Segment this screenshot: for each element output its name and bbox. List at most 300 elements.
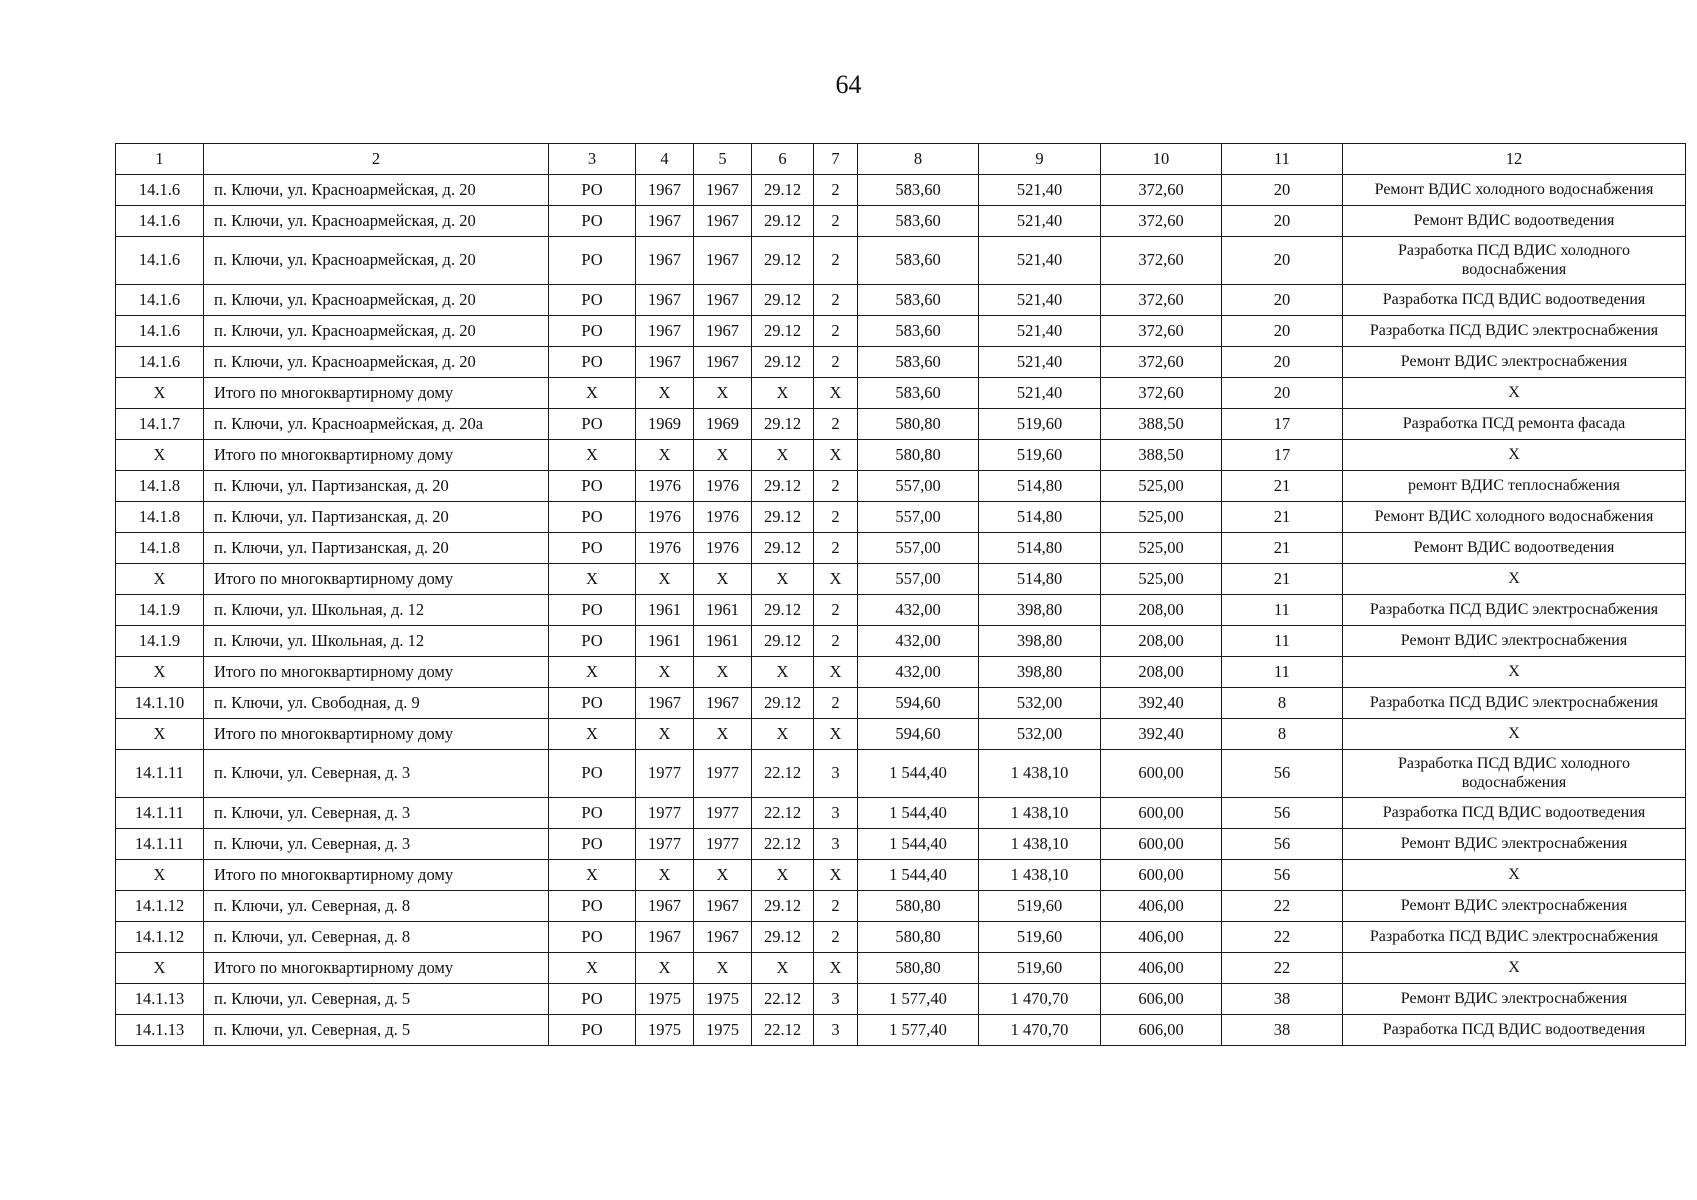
address-cell: п. Ключи, ул. Северная, д. 8: [204, 922, 549, 953]
commissioning-year-cell: 1975: [694, 984, 752, 1015]
living-area-cell: 514,80: [979, 471, 1101, 502]
common-area-cell: 372,60: [1101, 285, 1222, 316]
total-area-cell: 1 544,40: [858, 860, 979, 891]
header-row: [116, 144, 1686, 175]
address-cell: Итого по многоквартирному дому: [204, 953, 549, 984]
living-area-cell: 521,40: [979, 347, 1101, 378]
floors-cell: 2: [814, 471, 858, 502]
address-cell: Итого по многоквартирному дому: [204, 378, 549, 409]
construction-year-cell: 1967: [636, 922, 694, 953]
column-header: 1: [116, 144, 204, 175]
row-number-cell: 14.1.6: [116, 316, 204, 347]
subtotal-row: [116, 378, 1686, 409]
total-area-cell: 432,00: [858, 595, 979, 626]
construction-year-cell: Х: [636, 378, 694, 409]
commissioning-year-cell: 1967: [694, 237, 752, 285]
total-area-cell: 583,60: [858, 206, 979, 237]
residents-cell: 11: [1222, 626, 1343, 657]
column-header: 10: [1101, 144, 1222, 175]
total-area-cell: 1 544,40: [858, 829, 979, 860]
floors-cell: 2: [814, 688, 858, 719]
subtotal-row: [116, 564, 1686, 595]
common-area-cell: 208,00: [1101, 626, 1222, 657]
living-area-cell: 1 438,10: [979, 860, 1101, 891]
work-type-cell: Х: [1343, 657, 1686, 688]
owner-type-cell: РО: [549, 347, 636, 378]
floors-cell: 2: [814, 409, 858, 440]
residents-cell: 11: [1222, 595, 1343, 626]
work-type-cell: Ремонт ВДИС электроснабжения: [1343, 829, 1686, 860]
commissioning-year-cell: Х: [694, 719, 752, 750]
living-area-cell: 514,80: [979, 564, 1101, 595]
work-type-cell: Х: [1343, 378, 1686, 409]
address-cell: п. Ключи, ул. Северная, д. 5: [204, 984, 549, 1015]
table-row: [116, 688, 1686, 719]
residents-cell: 22: [1222, 891, 1343, 922]
table-row: [116, 502, 1686, 533]
common-area-cell: 525,00: [1101, 533, 1222, 564]
commissioning-year-cell: Х: [694, 860, 752, 891]
residents-cell: 20: [1222, 347, 1343, 378]
row-number-cell: Х: [116, 953, 204, 984]
wall-material-cell: Х: [752, 564, 814, 595]
floors-cell: 2: [814, 626, 858, 657]
common-area-cell: 406,00: [1101, 922, 1222, 953]
construction-year-cell: 1976: [636, 471, 694, 502]
table-row: [116, 595, 1686, 626]
work-type-cell: Разработка ПСД ВДИС водоотведения: [1343, 1015, 1686, 1046]
common-area-cell: 600,00: [1101, 750, 1222, 798]
work-type-cell: Разработка ПСД ВДИС электроснабжения: [1343, 688, 1686, 719]
living-area-cell: 1 470,70: [979, 1015, 1101, 1046]
row-number-cell: Х: [116, 378, 204, 409]
residents-cell: 11: [1222, 657, 1343, 688]
total-area-cell: 557,00: [858, 533, 979, 564]
row-number-cell: 14.1.8: [116, 471, 204, 502]
commissioning-year-cell: 1967: [694, 175, 752, 206]
row-number-cell: 14.1.7: [116, 409, 204, 440]
residents-cell: 22: [1222, 922, 1343, 953]
row-number-cell: 14.1.12: [116, 891, 204, 922]
work-type-cell: Х: [1343, 564, 1686, 595]
table-row: [116, 750, 1686, 798]
table-row: [116, 206, 1686, 237]
living-area-cell: 1 438,10: [979, 829, 1101, 860]
commissioning-year-cell: Х: [694, 657, 752, 688]
wall-material-cell: Х: [752, 719, 814, 750]
row-number-cell: 14.1.6: [116, 347, 204, 378]
residents-cell: 17: [1222, 409, 1343, 440]
commissioning-year-cell: 1967: [694, 285, 752, 316]
row-number-cell: Х: [116, 657, 204, 688]
total-area-cell: 583,60: [858, 237, 979, 285]
wall-material-cell: 29.12: [752, 409, 814, 440]
construction-year-cell: 1967: [636, 237, 694, 285]
work-type-cell: Ремонт ВДИС электроснабжения: [1343, 984, 1686, 1015]
column-header: 9: [979, 144, 1101, 175]
common-area-cell: 600,00: [1101, 860, 1222, 891]
owner-type-cell: РО: [549, 285, 636, 316]
owner-type-cell: РО: [549, 798, 636, 829]
work-type-cell: Разработка ПСД ремонта фасада: [1343, 409, 1686, 440]
living-area-cell: 521,40: [979, 285, 1101, 316]
common-area-cell: 372,60: [1101, 378, 1222, 409]
total-area-cell: 580,80: [858, 922, 979, 953]
living-area-cell: 521,40: [979, 316, 1101, 347]
table-row: [116, 409, 1686, 440]
construction-year-cell: 1976: [636, 502, 694, 533]
residents-cell: 20: [1222, 285, 1343, 316]
column-header: 3: [549, 144, 636, 175]
commissioning-year-cell: 1976: [694, 471, 752, 502]
floors-cell: Х: [814, 860, 858, 891]
construction-year-cell: 1967: [636, 175, 694, 206]
total-area-cell: 557,00: [858, 564, 979, 595]
common-area-cell: 372,60: [1101, 347, 1222, 378]
table-row: [116, 471, 1686, 502]
commissioning-year-cell: 1967: [694, 688, 752, 719]
address-cell: п. Ключи, ул. Красноармейская, д. 20: [204, 316, 549, 347]
construction-year-cell: 1977: [636, 798, 694, 829]
living-area-cell: 398,80: [979, 595, 1101, 626]
construction-year-cell: 1976: [636, 533, 694, 564]
table-row: [116, 285, 1686, 316]
common-area-cell: 208,00: [1101, 657, 1222, 688]
total-area-cell: 594,60: [858, 719, 979, 750]
construction-year-cell: Х: [636, 440, 694, 471]
column-header: 4: [636, 144, 694, 175]
common-area-cell: 208,00: [1101, 595, 1222, 626]
wall-material-cell: Х: [752, 657, 814, 688]
row-number-cell: 14.1.9: [116, 626, 204, 657]
column-header: 6: [752, 144, 814, 175]
total-area-cell: 580,80: [858, 409, 979, 440]
floors-cell: 3: [814, 750, 858, 798]
page-number: 64: [835, 70, 862, 99]
wall-material-cell: Х: [752, 860, 814, 891]
construction-year-cell: 1967: [636, 688, 694, 719]
wall-material-cell: 29.12: [752, 206, 814, 237]
commissioning-year-cell: 1977: [694, 750, 752, 798]
owner-type-cell: РО: [549, 750, 636, 798]
living-area-cell: 1 438,10: [979, 798, 1101, 829]
living-area-cell: 1 470,70: [979, 984, 1101, 1015]
residents-cell: 8: [1222, 719, 1343, 750]
construction-year-cell: 1967: [636, 316, 694, 347]
floors-cell: Х: [814, 719, 858, 750]
address-cell: Итого по многоквартирному дому: [204, 719, 549, 750]
wall-material-cell: 29.12: [752, 891, 814, 922]
column-header: 11: [1222, 144, 1343, 175]
row-number-cell: Х: [116, 564, 204, 595]
total-area-cell: 432,00: [858, 657, 979, 688]
residents-cell: 56: [1222, 860, 1343, 891]
owner-type-cell: РО: [549, 409, 636, 440]
row-number-cell: 14.1.8: [116, 502, 204, 533]
address-cell: п. Ключи, ул. Красноармейская, д. 20: [204, 237, 549, 285]
subtotal-row: [116, 860, 1686, 891]
total-area-cell: 580,80: [858, 953, 979, 984]
residents-cell: 20: [1222, 175, 1343, 206]
total-area-cell: 1 577,40: [858, 984, 979, 1015]
common-area-cell: 525,00: [1101, 471, 1222, 502]
floors-cell: 2: [814, 206, 858, 237]
commissioning-year-cell: 1967: [694, 206, 752, 237]
total-area-cell: 583,60: [858, 285, 979, 316]
address-cell: п. Ключи, ул. Северная, д. 3: [204, 750, 549, 798]
total-area-cell: 583,60: [858, 347, 979, 378]
address-cell: Итого по многоквартирному дому: [204, 860, 549, 891]
living-area-cell: 519,60: [979, 440, 1101, 471]
floors-cell: Х: [814, 564, 858, 595]
wall-material-cell: 29.12: [752, 471, 814, 502]
residents-cell: 56: [1222, 750, 1343, 798]
column-header: 7: [814, 144, 858, 175]
wall-material-cell: 22.12: [752, 798, 814, 829]
column-header: 12: [1343, 144, 1686, 175]
row-number-cell: 14.1.13: [116, 984, 204, 1015]
common-area-cell: 392,40: [1101, 719, 1222, 750]
work-type-cell: ремонт ВДИС теплоснабжения: [1343, 471, 1686, 502]
commissioning-year-cell: Х: [694, 564, 752, 595]
residents-cell: 8: [1222, 688, 1343, 719]
owner-type-cell: Х: [549, 378, 636, 409]
owner-type-cell: РО: [549, 175, 636, 206]
total-area-cell: 580,80: [858, 440, 979, 471]
floors-cell: Х: [814, 953, 858, 984]
wall-material-cell: 29.12: [752, 688, 814, 719]
table-row: [116, 175, 1686, 206]
row-number-cell: 14.1.8: [116, 533, 204, 564]
table-row: [116, 891, 1686, 922]
table-row: [116, 533, 1686, 564]
owner-type-cell: Х: [549, 953, 636, 984]
residents-cell: 21: [1222, 564, 1343, 595]
floors-cell: 2: [814, 595, 858, 626]
wall-material-cell: 22.12: [752, 750, 814, 798]
owner-type-cell: Х: [549, 719, 636, 750]
owner-type-cell: Х: [549, 564, 636, 595]
residents-cell: 20: [1222, 206, 1343, 237]
commissioning-year-cell: Х: [694, 953, 752, 984]
address-cell: п. Ключи, ул. Школьная, д. 12: [204, 595, 549, 626]
commissioning-year-cell: 1961: [694, 595, 752, 626]
address-cell: п. Ключи, ул. Северная, д. 3: [204, 829, 549, 860]
wall-material-cell: 29.12: [752, 237, 814, 285]
wall-material-cell: Х: [752, 378, 814, 409]
total-area-cell: 594,60: [858, 688, 979, 719]
wall-material-cell: 29.12: [752, 502, 814, 533]
work-type-cell: Разработка ПСД ВДИС холодного водоснабжения: [1343, 750, 1686, 798]
commissioning-year-cell: 1977: [694, 829, 752, 860]
residents-cell: 20: [1222, 378, 1343, 409]
common-area-cell: 372,60: [1101, 237, 1222, 285]
owner-type-cell: РО: [549, 533, 636, 564]
row-number-cell: 14.1.11: [116, 798, 204, 829]
owner-type-cell: РО: [549, 502, 636, 533]
address-cell: п. Ключи, ул. Партизанская, д. 20: [204, 502, 549, 533]
address-cell: Итого по многоквартирному дому: [204, 440, 549, 471]
floors-cell: 2: [814, 237, 858, 285]
common-area-cell: 388,50: [1101, 440, 1222, 471]
total-area-cell: 557,00: [858, 471, 979, 502]
table-row: [116, 626, 1686, 657]
commissioning-year-cell: 1967: [694, 347, 752, 378]
commissioning-year-cell: 1975: [694, 1015, 752, 1046]
owner-type-cell: Х: [549, 440, 636, 471]
address-cell: Итого по многоквартирному дому: [204, 564, 549, 595]
table-row: [116, 316, 1686, 347]
owner-type-cell: РО: [549, 984, 636, 1015]
row-number-cell: 14.1.6: [116, 285, 204, 316]
work-type-cell: Разработка ПСД ВДИС электроснабжения: [1343, 922, 1686, 953]
column-header: 2: [204, 144, 549, 175]
owner-type-cell: РО: [549, 237, 636, 285]
wall-material-cell: 29.12: [752, 285, 814, 316]
living-area-cell: 514,80: [979, 533, 1101, 564]
wall-material-cell: Х: [752, 953, 814, 984]
commissioning-year-cell: 1976: [694, 502, 752, 533]
living-area-cell: 532,00: [979, 688, 1101, 719]
subtotal-row: [116, 953, 1686, 984]
subtotal-row: [116, 719, 1686, 750]
owner-type-cell: РО: [549, 626, 636, 657]
row-number-cell: 14.1.12: [116, 922, 204, 953]
common-area-cell: 406,00: [1101, 953, 1222, 984]
owner-type-cell: РО: [549, 316, 636, 347]
construction-year-cell: Х: [636, 860, 694, 891]
row-number-cell: 14.1.6: [116, 237, 204, 285]
wall-material-cell: 29.12: [752, 347, 814, 378]
construction-year-cell: Х: [636, 953, 694, 984]
wall-material-cell: 22.12: [752, 984, 814, 1015]
row-number-cell: Х: [116, 860, 204, 891]
table-header: [116, 144, 1686, 175]
floors-cell: 2: [814, 347, 858, 378]
living-area-cell: 519,60: [979, 409, 1101, 440]
work-type-cell: Ремонт ВДИС электроснабжения: [1343, 626, 1686, 657]
row-number-cell: 14.1.13: [116, 1015, 204, 1046]
construction-year-cell: 1967: [636, 206, 694, 237]
living-area-cell: 519,60: [979, 953, 1101, 984]
floors-cell: 2: [814, 922, 858, 953]
table-row: [116, 798, 1686, 829]
common-area-cell: 388,50: [1101, 409, 1222, 440]
living-area-cell: 1 438,10: [979, 750, 1101, 798]
construction-year-cell: 1967: [636, 285, 694, 316]
common-area-cell: 600,00: [1101, 829, 1222, 860]
construction-year-cell: 1977: [636, 750, 694, 798]
address-cell: п. Ключи, ул. Свободная, д. 9: [204, 688, 549, 719]
owner-type-cell: Х: [549, 657, 636, 688]
wall-material-cell: 29.12: [752, 595, 814, 626]
residents-cell: 56: [1222, 829, 1343, 860]
floors-cell: 2: [814, 175, 858, 206]
total-area-cell: 1 544,40: [858, 798, 979, 829]
wall-material-cell: 22.12: [752, 829, 814, 860]
living-area-cell: 398,80: [979, 626, 1101, 657]
work-type-cell: Разработка ПСД ВДИС водоотведения: [1343, 798, 1686, 829]
commissioning-year-cell: 1967: [694, 891, 752, 922]
owner-type-cell: РО: [549, 829, 636, 860]
common-area-cell: 525,00: [1101, 502, 1222, 533]
work-type-cell: Разработка ПСД ВДИС холодного водоснабжения: [1343, 237, 1686, 285]
living-area-cell: 532,00: [979, 719, 1101, 750]
address-cell: п. Ключи, ул. Северная, д. 5: [204, 1015, 549, 1046]
floors-cell: Х: [814, 378, 858, 409]
wall-material-cell: 29.12: [752, 626, 814, 657]
common-area-cell: 606,00: [1101, 1015, 1222, 1046]
construction-year-cell: Х: [636, 657, 694, 688]
living-area-cell: 519,60: [979, 922, 1101, 953]
row-number-cell: 14.1.6: [116, 206, 204, 237]
construction-year-cell: Х: [636, 719, 694, 750]
table-body: [116, 175, 1686, 1046]
work-type-cell: Разработка ПСД ВДИС водоотведения: [1343, 285, 1686, 316]
wall-material-cell: 29.12: [752, 316, 814, 347]
residents-cell: 21: [1222, 533, 1343, 564]
address-cell: п. Ключи, ул. Партизанская, д. 20: [204, 533, 549, 564]
residents-cell: 20: [1222, 316, 1343, 347]
commissioning-year-cell: 1977: [694, 798, 752, 829]
work-type-cell: Ремонт ВДИС холодного водоснабжения: [1343, 502, 1686, 533]
living-area-cell: 521,40: [979, 175, 1101, 206]
floors-cell: 3: [814, 1015, 858, 1046]
work-type-cell: Разработка ПСД ВДИС электроснабжения: [1343, 595, 1686, 626]
address-cell: п. Ключи, ул. Школьная, д. 12: [204, 626, 549, 657]
total-area-cell: 1 577,40: [858, 1015, 979, 1046]
owner-type-cell: РО: [549, 1015, 636, 1046]
owner-type-cell: Х: [549, 860, 636, 891]
common-area-cell: 372,60: [1101, 316, 1222, 347]
row-number-cell: 14.1.6: [116, 175, 204, 206]
construction-year-cell: 1977: [636, 829, 694, 860]
work-type-cell: Ремонт ВДИС водоотведения: [1343, 206, 1686, 237]
floors-cell: 3: [814, 829, 858, 860]
commissioning-year-cell: Х: [694, 378, 752, 409]
address-cell: п. Ключи, ул. Красноармейская, д. 20: [204, 285, 549, 316]
floors-cell: 2: [814, 533, 858, 564]
living-area-cell: 521,40: [979, 206, 1101, 237]
total-area-cell: 583,60: [858, 175, 979, 206]
total-area-cell: 432,00: [858, 626, 979, 657]
wall-material-cell: 29.12: [752, 175, 814, 206]
address-cell: п. Ключи, ул. Северная, д. 8: [204, 891, 549, 922]
address-cell: п. Ключи, ул. Красноармейская, д. 20: [204, 347, 549, 378]
row-number-cell: 14.1.9: [116, 595, 204, 626]
residents-cell: 22: [1222, 953, 1343, 984]
floors-cell: 3: [814, 984, 858, 1015]
living-area-cell: 514,80: [979, 502, 1101, 533]
total-area-cell: 1 544,40: [858, 750, 979, 798]
floors-cell: 3: [814, 798, 858, 829]
total-area-cell: 580,80: [858, 891, 979, 922]
owner-type-cell: РО: [549, 688, 636, 719]
wall-material-cell: 29.12: [752, 533, 814, 564]
address-cell: Итого по многоквартирному дому: [204, 657, 549, 688]
address-cell: п. Ключи, ул. Красноармейская, д. 20: [204, 206, 549, 237]
address-cell: п. Ключи, ул. Красноармейская, д. 20: [204, 175, 549, 206]
row-number-cell: Х: [116, 440, 204, 471]
residents-cell: 20: [1222, 237, 1343, 285]
owner-type-cell: РО: [549, 206, 636, 237]
construction-year-cell: 1975: [636, 1015, 694, 1046]
construction-year-cell: 1975: [636, 984, 694, 1015]
row-number-cell: 14.1.11: [116, 750, 204, 798]
construction-year-cell: Х: [636, 564, 694, 595]
common-area-cell: 600,00: [1101, 798, 1222, 829]
common-area-cell: 372,60: [1101, 206, 1222, 237]
